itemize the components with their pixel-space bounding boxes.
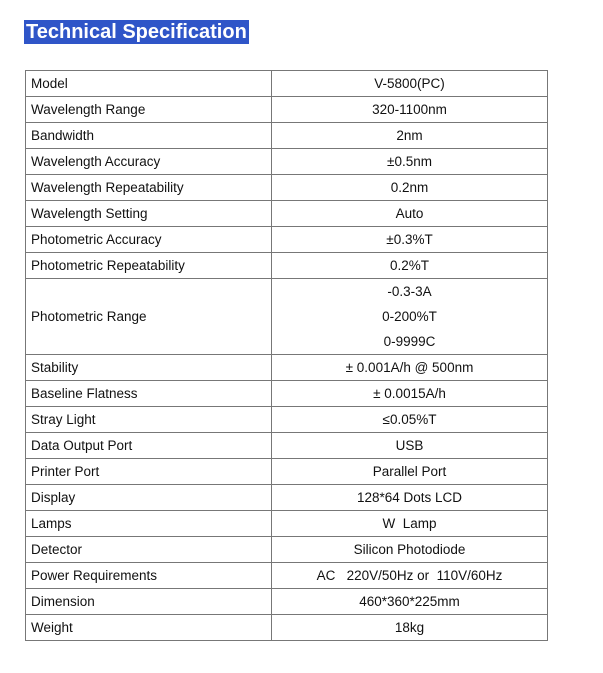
photometric-range-transmittance: 0-200%T xyxy=(382,309,437,324)
spec-value-power-requirements: AC 220V/50Hz or 110V/60Hz xyxy=(272,563,548,589)
spec-label-bandwidth: Bandwidth xyxy=(26,123,272,149)
spec-label-display: Display xyxy=(26,485,272,511)
table-row xyxy=(26,511,548,537)
table-row xyxy=(26,175,548,201)
spec-value-photometric-accuracy: ±0.3%T xyxy=(272,227,548,253)
spec-table-body xyxy=(26,71,548,641)
table-row xyxy=(26,537,548,563)
spec-label-wavelength-setting: Wavelength Setting xyxy=(26,201,272,227)
photometric-range-concentration: 0-9999C xyxy=(383,334,436,349)
spec-value-bandwidth: 2nm xyxy=(272,123,548,149)
table-row xyxy=(26,71,548,97)
spec-value-weight: 18kg xyxy=(272,615,548,641)
spec-value-photometric-range xyxy=(272,279,548,355)
spec-label-wavelength-accuracy: Wavelength Accuracy xyxy=(26,149,272,175)
spec-label-data-output-port: Data Output Port xyxy=(26,433,272,459)
spec-label-power-requirements: Power Requirements xyxy=(26,563,272,589)
spec-value-wavelength-accuracy: ±0.5nm xyxy=(272,149,548,175)
table-row xyxy=(26,123,548,149)
table-row xyxy=(26,201,548,227)
table-row xyxy=(26,149,548,175)
spec-value-display: 128*64 Dots LCD xyxy=(272,485,548,511)
spec-table xyxy=(25,70,548,641)
photometric-range-absorbance: -0.3-3A xyxy=(387,284,432,299)
table-row xyxy=(26,433,548,459)
spec-value-printer-port: Parallel Port xyxy=(272,459,548,485)
spec-value-dimension: 460*360*225mm xyxy=(272,589,548,615)
spec-value-stray-light: ≤0.05%T xyxy=(272,407,548,433)
table-row xyxy=(26,279,548,355)
spec-label-baseline-flatness: Baseline Flatness xyxy=(26,381,272,407)
spec-label-wavelength-repeatability: Wavelength Repeatability xyxy=(26,175,272,201)
table-row xyxy=(26,227,548,253)
spec-value-data-output-port: USB xyxy=(272,433,548,459)
spec-value-model: V-5800(PC) xyxy=(272,71,548,97)
table-row xyxy=(26,459,548,485)
table-row xyxy=(26,563,548,589)
table-row xyxy=(26,97,548,123)
table-row xyxy=(26,407,548,433)
spec-value-photometric-repeatability: 0.2%T xyxy=(272,253,548,279)
table-row xyxy=(26,615,548,641)
spec-label-printer-port: Printer Port xyxy=(26,459,272,485)
spec-value-lamps: W Lamp xyxy=(272,511,548,537)
spec-value-detector: Silicon Photodiode xyxy=(272,537,548,563)
spec-value-baseline-flatness: ± 0.0015A/h xyxy=(272,381,548,407)
spec-label-wavelength-range: Wavelength Range xyxy=(26,97,272,123)
spec-label-stray-light: Stray Light xyxy=(26,407,272,433)
spec-label-detector: Detector xyxy=(26,537,272,563)
spec-label-photometric-range: Photometric Range xyxy=(26,279,272,355)
spec-label-stability: Stability xyxy=(26,355,272,381)
table-row xyxy=(26,381,548,407)
table-row xyxy=(26,589,548,615)
spec-label-weight: Weight xyxy=(26,615,272,641)
table-row xyxy=(26,355,548,381)
spec-label-photometric-accuracy: Photometric Accuracy xyxy=(26,227,272,253)
spec-value-stability: ± 0.001A/h @ 500nm xyxy=(272,355,548,381)
table-row xyxy=(26,253,548,279)
spec-label-dimension: Dimension xyxy=(26,589,272,615)
spec-label-model: Model xyxy=(26,71,272,97)
spec-value-wavelength-setting: Auto xyxy=(272,201,548,227)
table-row xyxy=(26,485,548,511)
spec-value-wavelength-range: 320-1100nm xyxy=(272,97,548,123)
spec-label-lamps: Lamps xyxy=(26,511,272,537)
spec-label-photometric-repeatability: Photometric Repeatability xyxy=(26,253,272,279)
spec-value-wavelength-repeatability: 0.2nm xyxy=(272,175,548,201)
page-title: Technical Specification xyxy=(26,21,247,43)
